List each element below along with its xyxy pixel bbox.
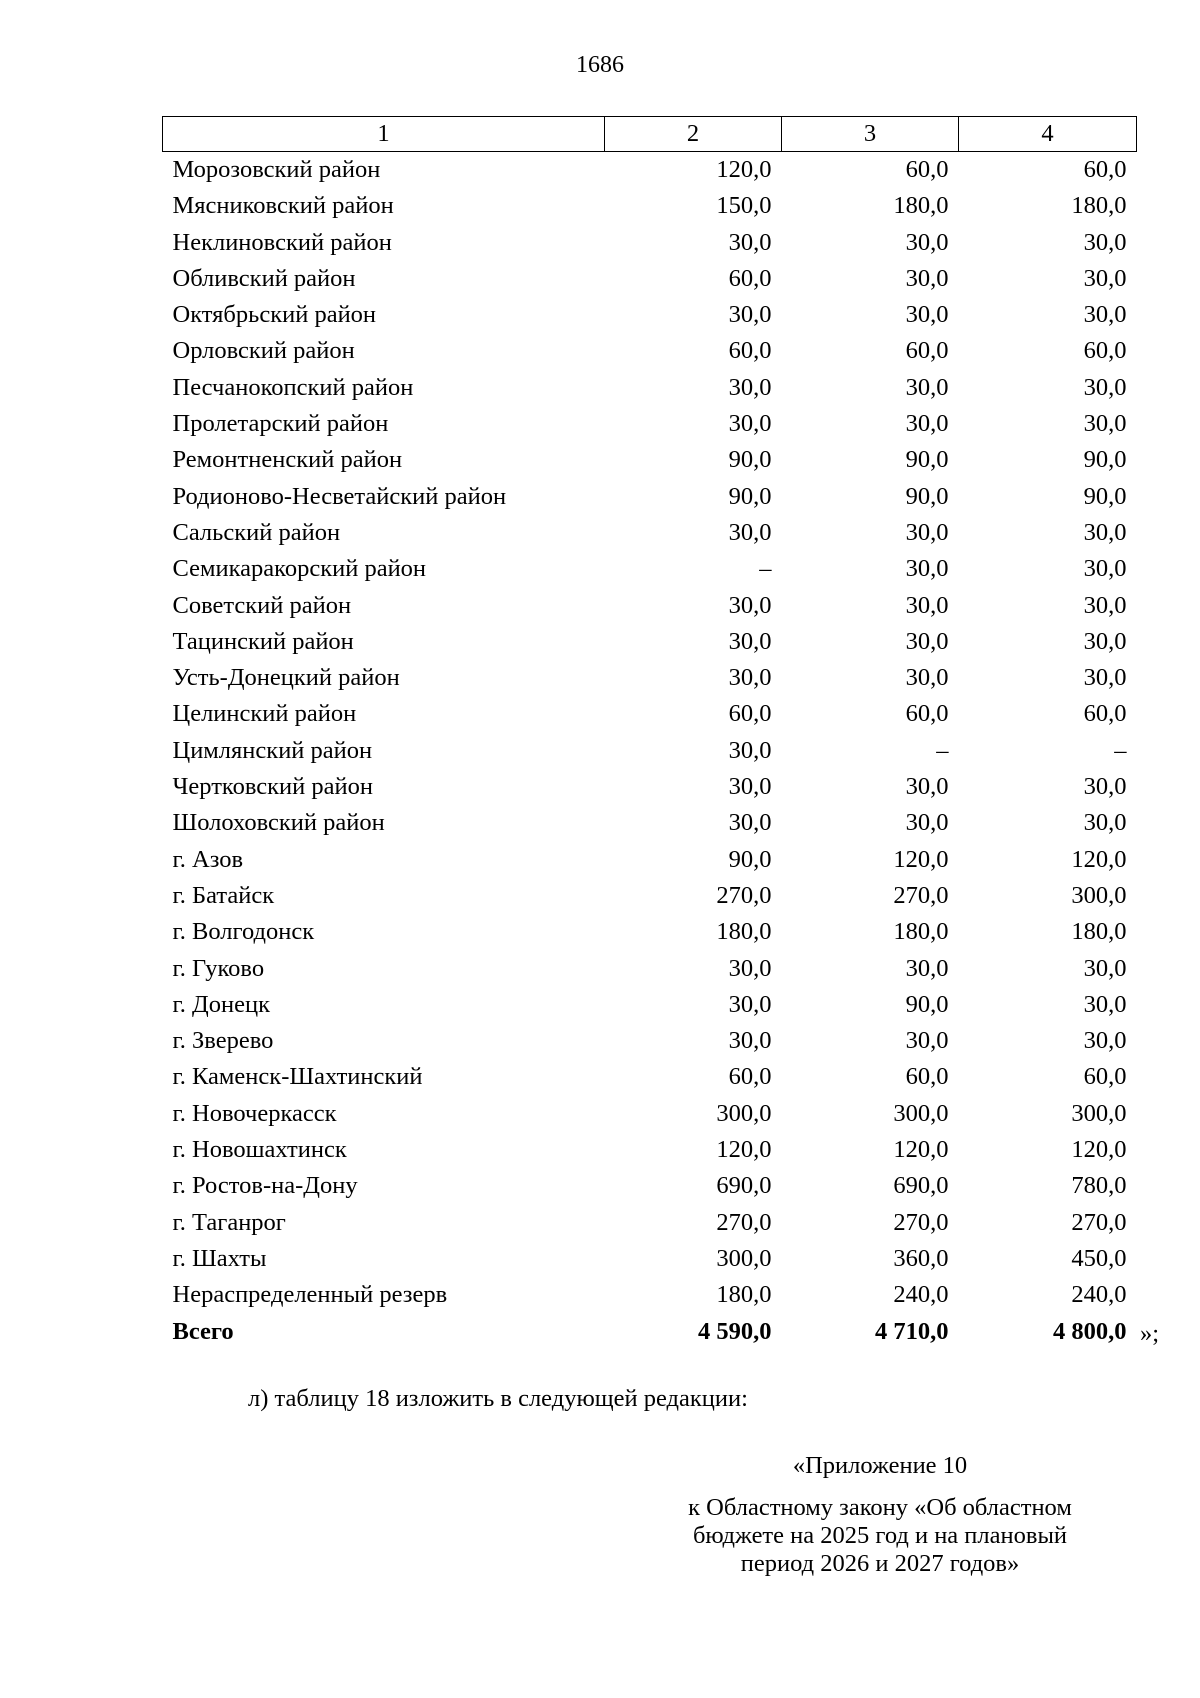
amount-col-4: 30,0 — [1083, 954, 1127, 982]
amount-col-3: 300,0 — [893, 1099, 949, 1127]
allocation-table-container — [162, 116, 1136, 1350]
amount-col-2: 30,0 — [728, 373, 772, 401]
table-row — [163, 588, 1137, 624]
amount-col-4: 30,0 — [1083, 1027, 1127, 1055]
amount-col-3: 30,0 — [905, 301, 949, 329]
table-row — [163, 225, 1137, 261]
amount-col-4: 180,0 — [1071, 918, 1127, 946]
amount-col-2: 60,0 — [728, 337, 772, 365]
municipality-name: Родионово-Несветайский район — [172, 482, 507, 510]
municipality-name: Советский район — [172, 591, 352, 619]
municipality-name: г. Донецк — [172, 990, 270, 1018]
amount-col-4: 270,0 — [1071, 1208, 1127, 1236]
table-total-row — [163, 1314, 1137, 1350]
amount-col-3: 30,0 — [905, 773, 949, 801]
amount-col-3: 30,0 — [905, 518, 949, 546]
amount-col-4: 60,0 — [1083, 337, 1127, 365]
amount-col-2: 90,0 — [728, 482, 772, 510]
municipality-name: Чертковский район — [172, 773, 373, 801]
municipality-name: Обливский район — [172, 264, 356, 292]
amount-col-3: 30,0 — [905, 591, 949, 619]
amount-col-4: 120,0 — [1071, 1136, 1127, 1164]
appendix-reference-line-2: бюджете на 2025 год и на плановый — [692, 1522, 1068, 1549]
amount-col-4: 30,0 — [1083, 627, 1127, 655]
table-row — [163, 1241, 1137, 1277]
amount-col-4: 240,0 — [1071, 1281, 1127, 1309]
amount-col-4: 30,0 — [1083, 990, 1127, 1018]
table-row — [163, 769, 1137, 805]
amount-col-2: 690,0 — [716, 1172, 772, 1200]
amount-col-2: 90,0 — [728, 845, 772, 873]
amount-col-3: 30,0 — [905, 264, 949, 292]
amount-col-2: 30,0 — [728, 1027, 772, 1055]
municipality-name: Целинский район — [172, 700, 357, 728]
amount-col-2: – — [759, 555, 772, 583]
municipality-name: Неклиновский район — [172, 228, 392, 256]
amount-col-2: 30,0 — [728, 664, 772, 692]
municipality-name: г. Новочеркасск — [172, 1099, 337, 1127]
amount-col-3: 240,0 — [893, 1281, 949, 1309]
municipality-name: Песчанокопский район — [172, 373, 414, 401]
amount-col-4: 30,0 — [1083, 773, 1127, 801]
amount-col-3: 30,0 — [905, 664, 949, 692]
page-number: 1686 — [576, 52, 624, 78]
amount-col-3: 60,0 — [905, 1063, 949, 1091]
amount-col-2: 270,0 — [716, 1208, 772, 1236]
amount-col-3: 180,0 — [893, 192, 949, 220]
municipality-name: Морозовский район — [172, 156, 381, 183]
appendix-reference-line-3: период 2026 и 2027 годов» — [740, 1550, 1020, 1577]
amount-col-4: 4 800,0 — [1053, 1317, 1127, 1345]
amount-col-4: 30,0 — [1083, 264, 1127, 292]
amount-col-4: 30,0 — [1083, 373, 1127, 401]
amount-col-4: 30,0 — [1083, 809, 1127, 837]
amount-col-2: 30,0 — [728, 410, 772, 438]
municipality-name: Цимлянский район — [172, 736, 373, 764]
table-row — [163, 479, 1137, 515]
amount-col-2: 30,0 — [728, 301, 772, 329]
amount-col-3: 30,0 — [905, 228, 949, 256]
municipality-name: г. Таганрог — [172, 1208, 286, 1236]
amount-col-2: 180,0 — [716, 918, 772, 946]
amount-col-3: 60,0 — [905, 156, 949, 183]
municipality-name: Октябрьский район — [172, 301, 377, 329]
amount-col-3: 120,0 — [893, 845, 949, 873]
amount-col-3: 690,0 — [893, 1172, 949, 1200]
amount-col-4: 30,0 — [1083, 555, 1127, 583]
table-body — [163, 152, 1137, 1350]
amount-col-3: 30,0 — [905, 627, 949, 655]
appendix-reference — [640, 1494, 1120, 1578]
amount-col-4: 780,0 — [1071, 1172, 1127, 1200]
amount-col-2: 30,0 — [728, 518, 772, 546]
amount-col-2: 180,0 — [716, 1281, 772, 1309]
amount-col-3: 270,0 — [893, 881, 949, 909]
table-row — [163, 1023, 1137, 1059]
table-row — [163, 152, 1137, 189]
municipality-name: Пролетарский район — [172, 410, 389, 438]
amount-col-3: – — [936, 736, 949, 764]
table-row — [163, 951, 1137, 987]
municipality-name: г. Зверево — [172, 1027, 274, 1055]
amount-col-4: 30,0 — [1083, 591, 1127, 619]
table-row — [163, 1205, 1137, 1241]
table-row — [163, 733, 1137, 769]
table-row — [163, 624, 1137, 660]
municipality-name: г. Каменск-Шахтинский — [172, 1063, 423, 1091]
table-row — [163, 805, 1137, 841]
column-header-4: 4 — [959, 117, 1137, 152]
amount-col-2: 30,0 — [728, 591, 772, 619]
municipality-name: г. Ростов-на-Дону — [172, 1172, 358, 1200]
column-header-2: 2 — [605, 117, 782, 152]
municipality-name: г. Батайск — [172, 881, 275, 909]
amount-col-3: 30,0 — [905, 555, 949, 583]
municipality-name: г. Шахты — [172, 1244, 267, 1272]
municipality-name: Сальский район — [172, 518, 341, 546]
municipality-name: г. Новошахтинск — [172, 1136, 347, 1164]
amount-col-3: 4 710,0 — [875, 1317, 949, 1345]
amount-col-4: 30,0 — [1083, 228, 1127, 256]
amount-col-3: 60,0 — [905, 700, 949, 728]
amount-col-2: 30,0 — [728, 228, 772, 256]
amount-col-4: 60,0 — [1083, 700, 1127, 728]
municipality-name: Всего — [172, 1317, 234, 1345]
amount-col-4: 30,0 — [1083, 518, 1127, 546]
table-row — [163, 1168, 1137, 1204]
table-row — [163, 842, 1137, 878]
table-row — [163, 696, 1137, 732]
amount-col-4: 120,0 — [1071, 845, 1127, 873]
amount-col-3: 360,0 — [893, 1244, 949, 1272]
municipality-name: Орловский район — [172, 337, 355, 365]
amount-col-2: 300,0 — [716, 1244, 772, 1272]
amount-col-2: 300,0 — [716, 1099, 772, 1127]
amount-col-2: 270,0 — [716, 881, 772, 909]
amount-col-2: 30,0 — [728, 990, 772, 1018]
municipality-name: Семикаракорский район — [172, 555, 427, 583]
amount-col-4: 30,0 — [1083, 664, 1127, 692]
amount-col-4: 90,0 — [1083, 446, 1127, 474]
table-row — [163, 1059, 1137, 1095]
municipality-name: г. Волгодонск — [172, 918, 315, 946]
amount-col-4: 30,0 — [1083, 301, 1127, 329]
allocation-table — [162, 116, 1137, 1350]
amount-col-4: 300,0 — [1071, 1099, 1127, 1127]
amount-col-2: 30,0 — [728, 809, 772, 837]
appendix-reference-line-1: к Областному закону «Об областном — [688, 1494, 1072, 1521]
amount-col-3: 30,0 — [905, 809, 949, 837]
municipality-name: Нераспределенный резерв — [172, 1281, 448, 1309]
amount-col-4: 90,0 — [1083, 482, 1127, 510]
amount-col-4: 60,0 — [1083, 156, 1127, 183]
amount-col-2: 30,0 — [728, 954, 772, 982]
table-row — [163, 515, 1137, 551]
amount-col-2: 120,0 — [716, 156, 772, 183]
amount-col-4: – — [1114, 736, 1127, 764]
amount-col-4: 30,0 — [1083, 410, 1127, 438]
amount-col-3: 30,0 — [905, 1027, 949, 1055]
table-row — [163, 370, 1137, 406]
municipality-name: Усть-Донецкий район — [172, 664, 400, 692]
table-row — [163, 878, 1137, 914]
closing-quote-mark: »; — [1140, 1320, 1160, 1347]
amount-col-3: 120,0 — [893, 1136, 949, 1164]
table-row — [163, 333, 1137, 369]
table-row — [163, 297, 1137, 333]
column-header-3: 3 — [782, 117, 959, 152]
amount-col-3: 30,0 — [905, 954, 949, 982]
table-row — [163, 987, 1137, 1023]
amount-col-2: 150,0 — [716, 192, 772, 220]
column-header-1: 1 — [163, 117, 605, 152]
municipality-name: Мясниковский район — [172, 192, 394, 220]
table-row — [163, 188, 1137, 224]
amount-col-3: 90,0 — [905, 482, 949, 510]
amount-col-4: 180,0 — [1071, 192, 1127, 220]
amount-col-2: 60,0 — [728, 700, 772, 728]
amount-col-3: 90,0 — [905, 446, 949, 474]
table-row — [163, 1132, 1137, 1168]
appendix-title: «Приложение 10 — [792, 1452, 968, 1479]
table-row — [163, 551, 1137, 587]
amount-col-3: 30,0 — [905, 410, 949, 438]
amount-col-4: 60,0 — [1083, 1063, 1127, 1091]
municipality-name: г. Азов — [172, 845, 244, 873]
amount-col-3: 180,0 — [893, 918, 949, 946]
municipality-name: Тацинский район — [172, 627, 354, 655]
amount-col-2: 60,0 — [728, 264, 772, 292]
amount-col-4: 300,0 — [1071, 881, 1127, 909]
table-row — [163, 914, 1137, 950]
table-row — [163, 1277, 1137, 1313]
municipality-name: Ремонтненский район — [172, 446, 403, 474]
table-row — [163, 261, 1137, 297]
amount-col-3: 90,0 — [905, 990, 949, 1018]
table-row — [163, 442, 1137, 478]
amount-col-3: 60,0 — [905, 337, 949, 365]
amount-col-2: 4 590,0 — [698, 1317, 772, 1345]
amount-col-2: 30,0 — [728, 773, 772, 801]
amount-col-4: 450,0 — [1071, 1244, 1127, 1272]
amount-col-2: 60,0 — [728, 1063, 772, 1091]
municipality-name: Шолоховский район — [172, 809, 385, 837]
table-row — [163, 406, 1137, 442]
amount-col-3: 30,0 — [905, 373, 949, 401]
table-row — [163, 660, 1137, 696]
amendment-instruction: л) таблицу 18 изложить в следующей редакции: — [248, 1385, 748, 1412]
amount-col-2: 30,0 — [728, 627, 772, 655]
amount-col-2: 120,0 — [716, 1136, 772, 1164]
municipality-name: г. Гуково — [172, 954, 265, 982]
amount-col-2: 90,0 — [728, 446, 772, 474]
amount-col-3: 270,0 — [893, 1208, 949, 1236]
table-row — [163, 1096, 1137, 1132]
amount-col-2: 30,0 — [728, 736, 772, 764]
table-header-row — [163, 117, 1137, 152]
